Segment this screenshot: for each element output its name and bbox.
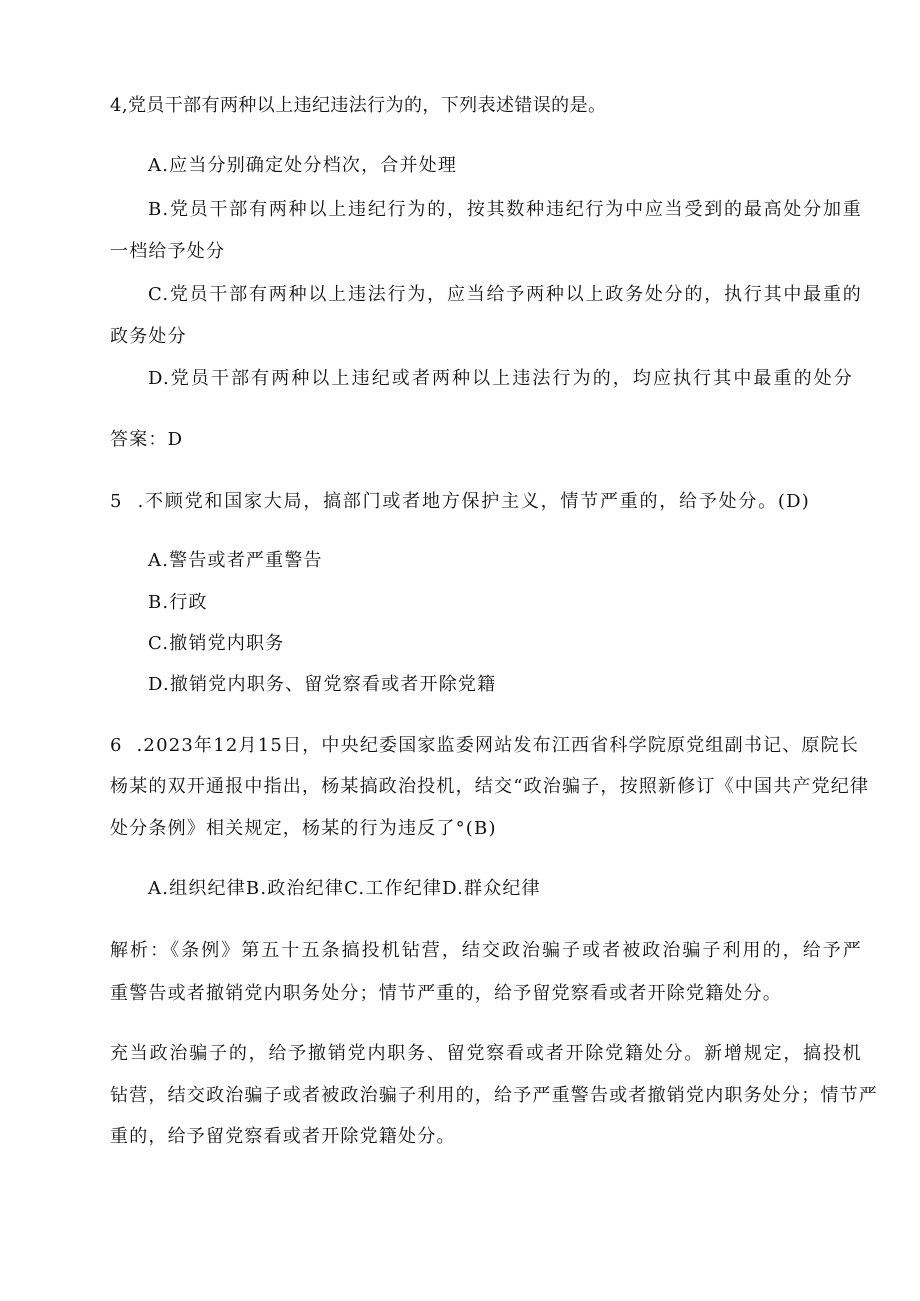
question-5-option-c: C.撤销党内职务 bbox=[148, 633, 285, 654]
question-6-stem-line1: 6 .2023年12月15日，中央纪委国家监委网站发布江西省科学院原党组副书记、原院长 bbox=[110, 735, 860, 756]
question-4-option-b-line2: 一档给予处分 bbox=[110, 241, 226, 262]
question-6-analysis-line1: 解析：《条例》第五十五条搞投机钻营，结交政治骗子或者被政治骗子利用的，给予严 bbox=[110, 940, 862, 961]
question-5-option-d: D.撤销党内职务、留党察看或者开除党籍 bbox=[148, 674, 497, 695]
question-6-stem-line2: 杨某的双开通报中指出，杨某搞政治投机，结交“政治骗子，按照新修订《中国共产党纪律 bbox=[110, 776, 870, 797]
question-4-option-c-line2: 政务处分 bbox=[110, 326, 187, 347]
question-6-analysis-line2: 重警告或者撤销党内职务处分；情节严重的，给予留党察看或者开除党籍处分。 bbox=[110, 983, 782, 1004]
question-4-option-d: D.党员干部有两种以上违纪或者两种以上违法行为的，均应执行其中最重的处分 bbox=[148, 368, 853, 389]
question-4-stem: 4,党员干部有两种以上违纪违法行为的，下列表述错误的是。 bbox=[110, 95, 607, 116]
question-6-note-line1: 充当政治骗子的，给予撤销党内职务、留党察看或者开除党籍处分。新增规定，搞投机 bbox=[110, 1043, 862, 1064]
question-4-option-a: A.应当分别确定处分档次，合并处理 bbox=[148, 155, 458, 176]
question-5-stem: 5 .不顾党和国家大局，搞部门或者地方保护主义，情节严重的，给予处分。(D) bbox=[110, 491, 810, 512]
question-4-answer: 答案：D bbox=[110, 429, 184, 450]
question-5-option-a: A.警告或者严重警告 bbox=[148, 550, 323, 571]
question-5-option-b: B.行政 bbox=[148, 592, 208, 613]
question-4-option-c-line1: C.党员干部有两种以上违法行为，应当给予两种以上政务处分的，执行其中最重的 bbox=[148, 284, 862, 305]
question-6-stem-line3: 处分条例》相关规定，杨某的行为违反了°(B) bbox=[110, 818, 497, 839]
question-6-options: A.组织纪律B.政治纪律C.工作纪律D.群众纪律 bbox=[148, 878, 541, 899]
question-4-option-b-line1: B.党员干部有两种以上违纪行为的，按其数种违纪行为中应当受到的最高处分加重 bbox=[148, 199, 862, 220]
question-6-note-line2: 钻营，结交政治骗子或者被政治骗子利用的，给予严重警告或者撤销党内职务处分；情节严 bbox=[110, 1085, 878, 1106]
question-6-note-line3: 重的，给予留党察看或者开除党籍处分。 bbox=[110, 1126, 456, 1147]
